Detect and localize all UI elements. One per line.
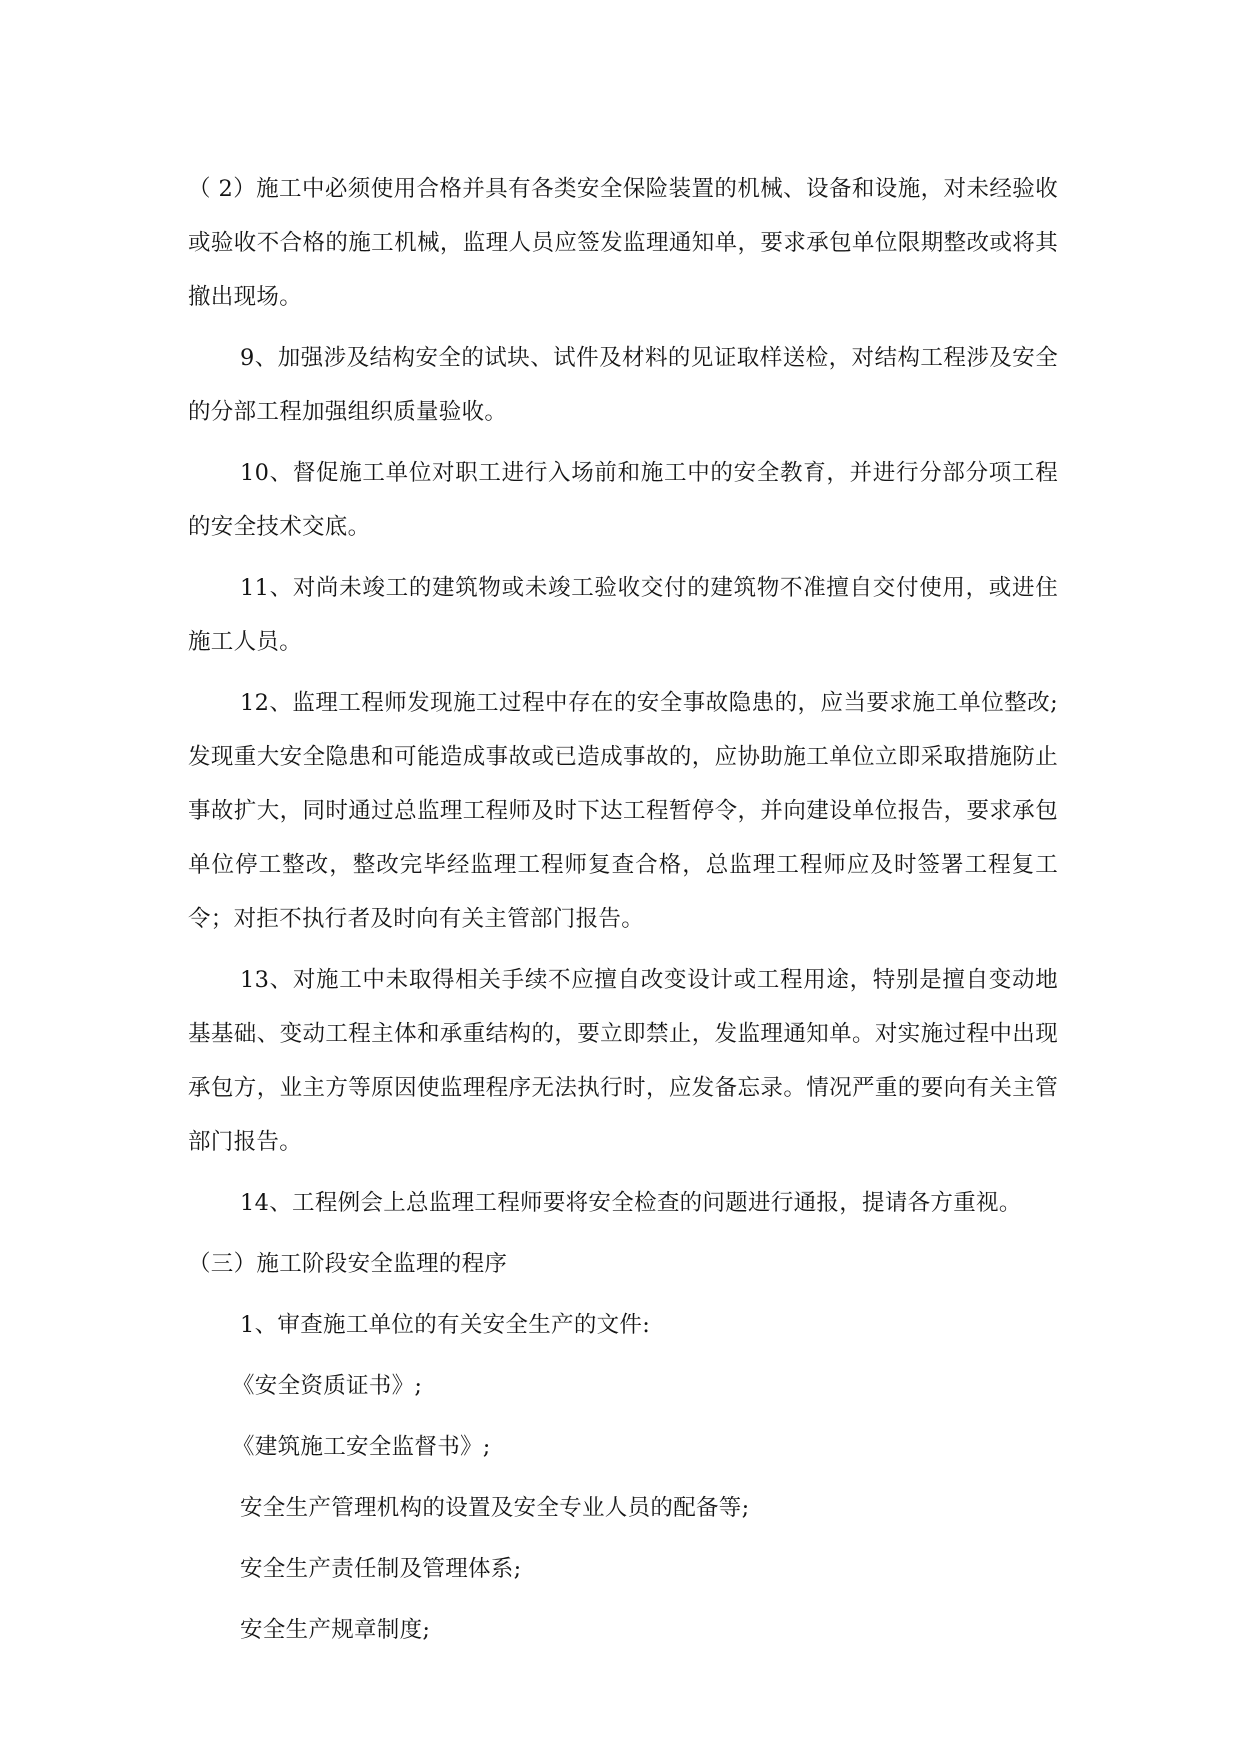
paragraph-item-13: 13、对施工中未取得相关手续不应擅自改变设计或工程用途，特别是擅自变动地基基础、变动工程主体和承重结构的，要立即禁止，发监理通知单。对实施过程中出现承包方，业主方等原因使监理程序无法执行时，应发备忘录。情况严重的要向有关主管部门报告。 [188, 967, 1058, 1155]
document-body [188, 162, 1058, 1664]
paragraph-item-10: 10、督促施工单位对职工进行入场前和施工中的安全教育，并进行分部分项工程的安全技术交底。 [188, 460, 1058, 540]
review-intro: 1、审查施工单位的有关安全生产的文件: [240, 1312, 651, 1338]
list-item-safety-certificate: 《安全资质证书》; [232, 1373, 423, 1399]
list-item-rules: 安全生产规章制度; [240, 1617, 431, 1643]
paragraph-item-9: 9、加强涉及结构安全的试块、试件及材料的见证取样送检，对结构工程涉及安全的分部工程加强组织质量验收。 [188, 345, 1058, 425]
paragraph-item-14: 14、工程例会上总监理工程师要将安全检查的问题进行通报，提请各方重视。 [240, 1190, 1022, 1216]
paragraph-item-12: 12、监理工程师发现施工过程中存在的安全事故隐患的，应当要求施工单位整改;发现重大安全隐患和可能造成事故或已造成事故的，应协助施工单位立即采取措施防止事故扩大，同时通过总监理工程师及时下达工程暂停令，并向建设单位报告，要求承包单位停工整改，整改完毕经监理工程师复查合格，总监理工程师应及时签署工程复工令；对拒不执行者及时向有关主管部门报告。 [188, 690, 1058, 932]
paragraph-item-11: 11、对尚未竣工的建筑物或未竣工验收交付的建筑物不准擅自交付使用，或进住施工人员。 [188, 575, 1058, 655]
section-heading: （三）施工阶段安全监理的程序 [188, 1251, 508, 1277]
list-item-management-organization: 安全生产管理机构的设置及安全专业人员的配备等; [240, 1495, 750, 1521]
list-item-supervision-book: 《建筑施工安全监督书》; [232, 1434, 491, 1460]
paragraph-item-2-machinery: （ 2）施工中必须使用合格并具有各类安全保险装置的机械、设备和设施，对未经验收或验收不合格的施工机械，监理人员应签发监理通知单，要求承包单位限期整改或将其撤出现场。 [188, 176, 1058, 310]
list-item-responsibility-system: 安全生产责任制及管理体系; [240, 1556, 522, 1582]
